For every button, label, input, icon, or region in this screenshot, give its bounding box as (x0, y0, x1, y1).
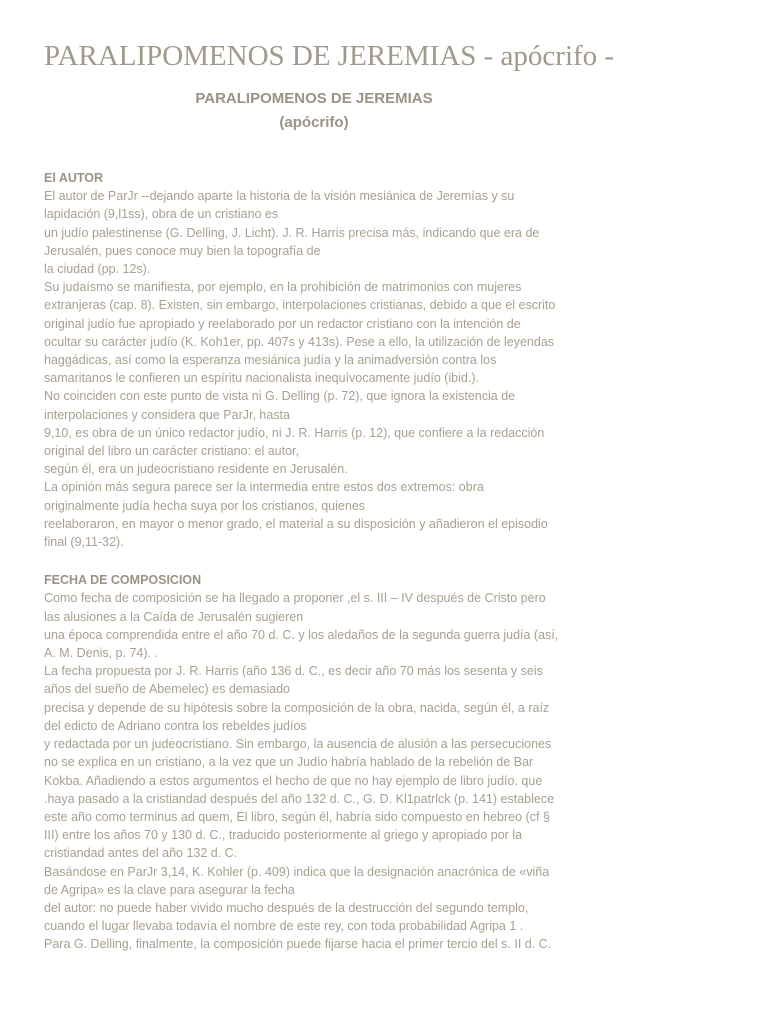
text-line: 9,10, es obra de un único redactor judío, ni J. R. Harris (p. 12), que confiere a la redacción (44, 425, 545, 440)
subtitle-main: PARALIPOMENOS DE JEREMIAS (195, 90, 433, 107)
text-line: extranjeras (cap. 8). Existen, sin embargo, interpolaciones cristianas, debido a que el escrito (44, 298, 556, 313)
document-title: PARALIPOMENOS DE JEREMIAS - apócrifo - (44, 40, 615, 72)
section-autor (44, 169, 604, 551)
section-body (44, 187, 604, 551)
text-line: reelaboraron, en mayor o menor grado, el material a su disposición y añadieron el episodio (44, 516, 548, 531)
section-fecha-composicion (44, 571, 604, 953)
text-line: años del sueño de Abemelec) es demasiado (44, 682, 290, 697)
text-line: del edicto de Adriano contra los rebeldes judíos (44, 718, 307, 733)
text-line: final (9,11-32). (44, 535, 124, 550)
text-line: A. M. Denis, p. 74). . (44, 646, 158, 661)
text-line: de Agripa» es la clave para asegurar la fecha (44, 882, 295, 897)
text-line: No coinciden con este punto de vista ni G. Delling (p. 72), que ignora la existencia de (44, 389, 516, 404)
text-line: un judío palestinense (G. Delling, J. Licht). J. R. Harris precisa más, indicando que era de (44, 225, 540, 240)
text-line: El autor de ParJr --dejando aparte la historia de la visión mesiánica de Jeremías y su (44, 189, 515, 204)
section-heading: FECHA DE COMPOSICION (44, 573, 202, 588)
text-line: original judío fue apropiado y reelaborado por un redactor cristiano con la intención de (44, 316, 521, 331)
text-line: III) entre los años 70 y 130 d. C., traducido posteriormente al griego y apropiado por la (44, 828, 523, 843)
text-line: La opinión más segura parece ser la intermedia entre estos dos extremos: obra (44, 480, 484, 495)
section-body (44, 589, 604, 953)
text-line: haggádicas, así como la esperanza mesiánica judía y la animadversión contra los (44, 353, 497, 368)
text-line: La fecha propuesta por J. R. Harris (año 136 d. C., es decir año 70 más los sesenta y seis (44, 664, 543, 679)
text-line: lapidación (9,l1ss), obra de un cristiano es (44, 207, 279, 222)
text-line: original del libro un carácter cristiano: el autor, (44, 444, 299, 459)
text-line: Jerusalén, pues conoce muy bien la topografía de (44, 243, 321, 258)
text-line: cuando el lugar llevaba todavía el nombre de este rey, con toda probabilidad Agripa 1 . (44, 919, 524, 934)
text-line: una época comprendida entre el año 70 d. C. y los aledaños de la segunda guerra judía (así, (44, 627, 559, 642)
text-line: no se explica en un cristiano, a la vez que un Judío habría hablado de la rebelión de Bar (44, 755, 534, 770)
text-line: del autor: no puede haber vivido mucho después de la destrucción del segundo templo, (44, 900, 529, 915)
text-line: ocultar su carácter judío (K. Koh1er, pp. 407s y 413s). Pese a ello, la utilización de leyendas (44, 334, 555, 349)
text-line: interpolaciones y considera que ParJr, hasta (44, 407, 290, 422)
section-heading: El AUTOR (44, 171, 104, 185)
text-line: samaritanos le confieren un espíritu nacionalista inequívocamente judío (ibid.). (44, 371, 479, 386)
text-line: Para G. Delling, finalmente, la composición puede fijarse hacia el primer tercio del s. II d. C. (44, 937, 552, 952)
text-line: precisa y depende de su hipótesis sobre la composición de la obra, nacida, según él, a raíz (44, 700, 550, 715)
text-line: Su judaísmo se manifiesta, por ejemplo, en la prohibición de matrimonios con mujeres (44, 280, 522, 295)
subtitle-apocrifo: (apócrifo) (279, 114, 349, 131)
text-line: originalmente judía hecha suya por los cristianos, quienes (44, 498, 366, 513)
text-line: .haya pasado a la cristiandad después del año 132 d. C., G. D. Kl1patrlck (p. 141) establece (44, 791, 555, 806)
text-line: según él, era un judeocristiano residente en Jerusalén. (44, 462, 348, 477)
text-line: Como fecha de composición se ha llegado a proponer ,el s. III – IV después de Cristo pero (44, 591, 546, 606)
text-line: este año como terminus ad quem, El libro, según él, habría sido compuesto en hebreo (cf § (44, 809, 550, 824)
text-line: la ciudad (pp. 12s). (44, 262, 151, 277)
text-line: Basándose en ParJr 3,14, K. Kohler (p. 409) indica que la designación anacrónica de «viña (44, 864, 550, 879)
text-line: Kokba. Añadiendo a estos argumentos el hecho de que no hay ejemplo de libro judío. que (44, 773, 543, 788)
text-line: y redactada por un judeocristiano. Sin embargo, la ausencia de alusión a las persecuciones (44, 737, 552, 752)
text-line: cristiandad antes del año 132 d. C. (44, 846, 238, 861)
text-line: las alusiones a la Caída de Jerusalén sugieren (44, 609, 304, 624)
